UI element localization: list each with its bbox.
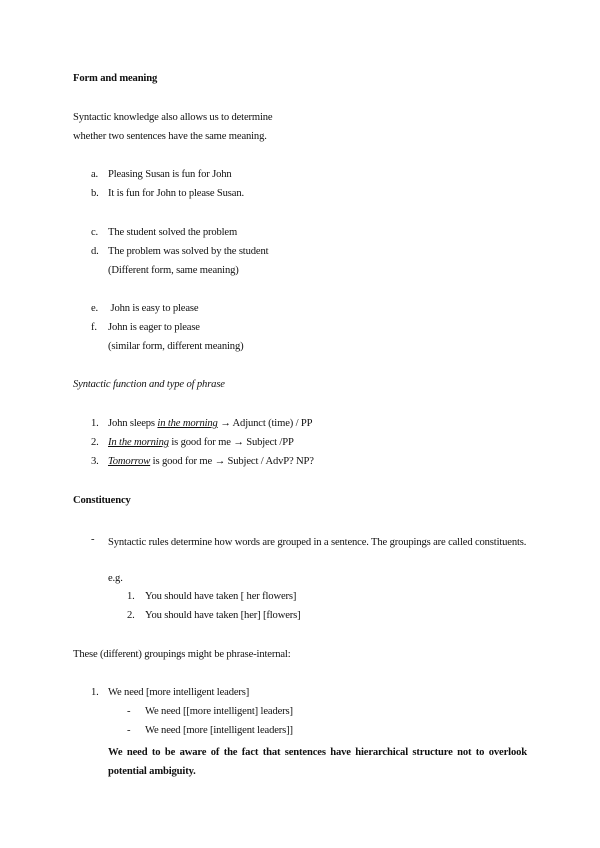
sentence-text: John sleeps [108,418,158,429]
list-marker: 2. [127,610,135,621]
intro-line-2: whether two sentences have the same meaning. [73,131,267,142]
example-sentence: We need [more [intelligent leaders]] [145,725,293,736]
bullet-dash: - [127,725,131,736]
example-sentence: You should have taken [ her flowers] [145,591,297,602]
eg-label: e.g. [108,573,123,584]
list-marker: 3. [91,456,99,467]
example-sentence: It is fun for John to please Susan. [108,188,244,199]
function-example [108,436,294,449]
section-heading-syntactic-function: Syntactic function and type of phrase [73,379,225,390]
list-marker: c. [91,227,99,238]
highlighted-phrase: Tomorrow [108,456,151,467]
list-marker: d. [91,246,99,257]
intro-line-1: Syntactic knowledge also allows us to determine [73,112,273,123]
highlighted-phrase: In the morning [108,437,169,448]
note-similar-form: (similar form, different meaning) [108,341,244,352]
example-sentence: You should have taken [her] [flowers] [145,610,301,621]
list-marker: e. [91,303,99,314]
list-marker: 1. [91,687,99,698]
list-marker: f. [91,322,97,333]
example-sentence: We need [more intelligent leaders] [108,687,250,698]
bullet-dash: - [91,534,95,545]
list-marker: 2. [91,437,99,448]
list-marker: 1. [127,591,135,602]
bullet-dash: - [127,706,131,717]
example-sentence: The problem was solved by the student [108,246,269,257]
constituency-definition: Syntactic rules determine how words are grouped in a sentence. The groupings are called constituents. [108,537,527,548]
function-label: is good for me → Subject / AdvP? NP? [150,456,314,467]
list-marker: 1. [91,418,99,429]
example-sentence: The student solved the problem [108,227,238,238]
example-sentence: Pleasing Susan is fun for John [108,169,232,180]
section-heading-form-meaning: Form and meaning [73,73,158,84]
highlighted-phrase: in the morning [157,418,218,429]
example-sentence: We need [[more intelligent] leaders] [145,706,293,717]
function-example [108,455,314,468]
example-sentence: John is eager to please [108,322,200,333]
note-different-form: (Different form, same meaning) [108,265,239,276]
function-label: → Adjunct (time) / PP [217,418,313,429]
function-example [108,417,312,430]
phrase-internal-line: These (different) groupings might be phrase-internal: [73,649,291,660]
function-label: is good for me → Subject /PP [168,437,294,448]
section-heading-constituency: Constituency [73,495,131,506]
example-sentence: John is easy to please [108,303,199,314]
conclusion-statement: We need to be aware of the fact that sentences have hierarchical structure not to overlook potential ambiguity. [108,747,527,777]
list-marker: b. [91,188,99,199]
list-marker: a. [91,169,99,180]
